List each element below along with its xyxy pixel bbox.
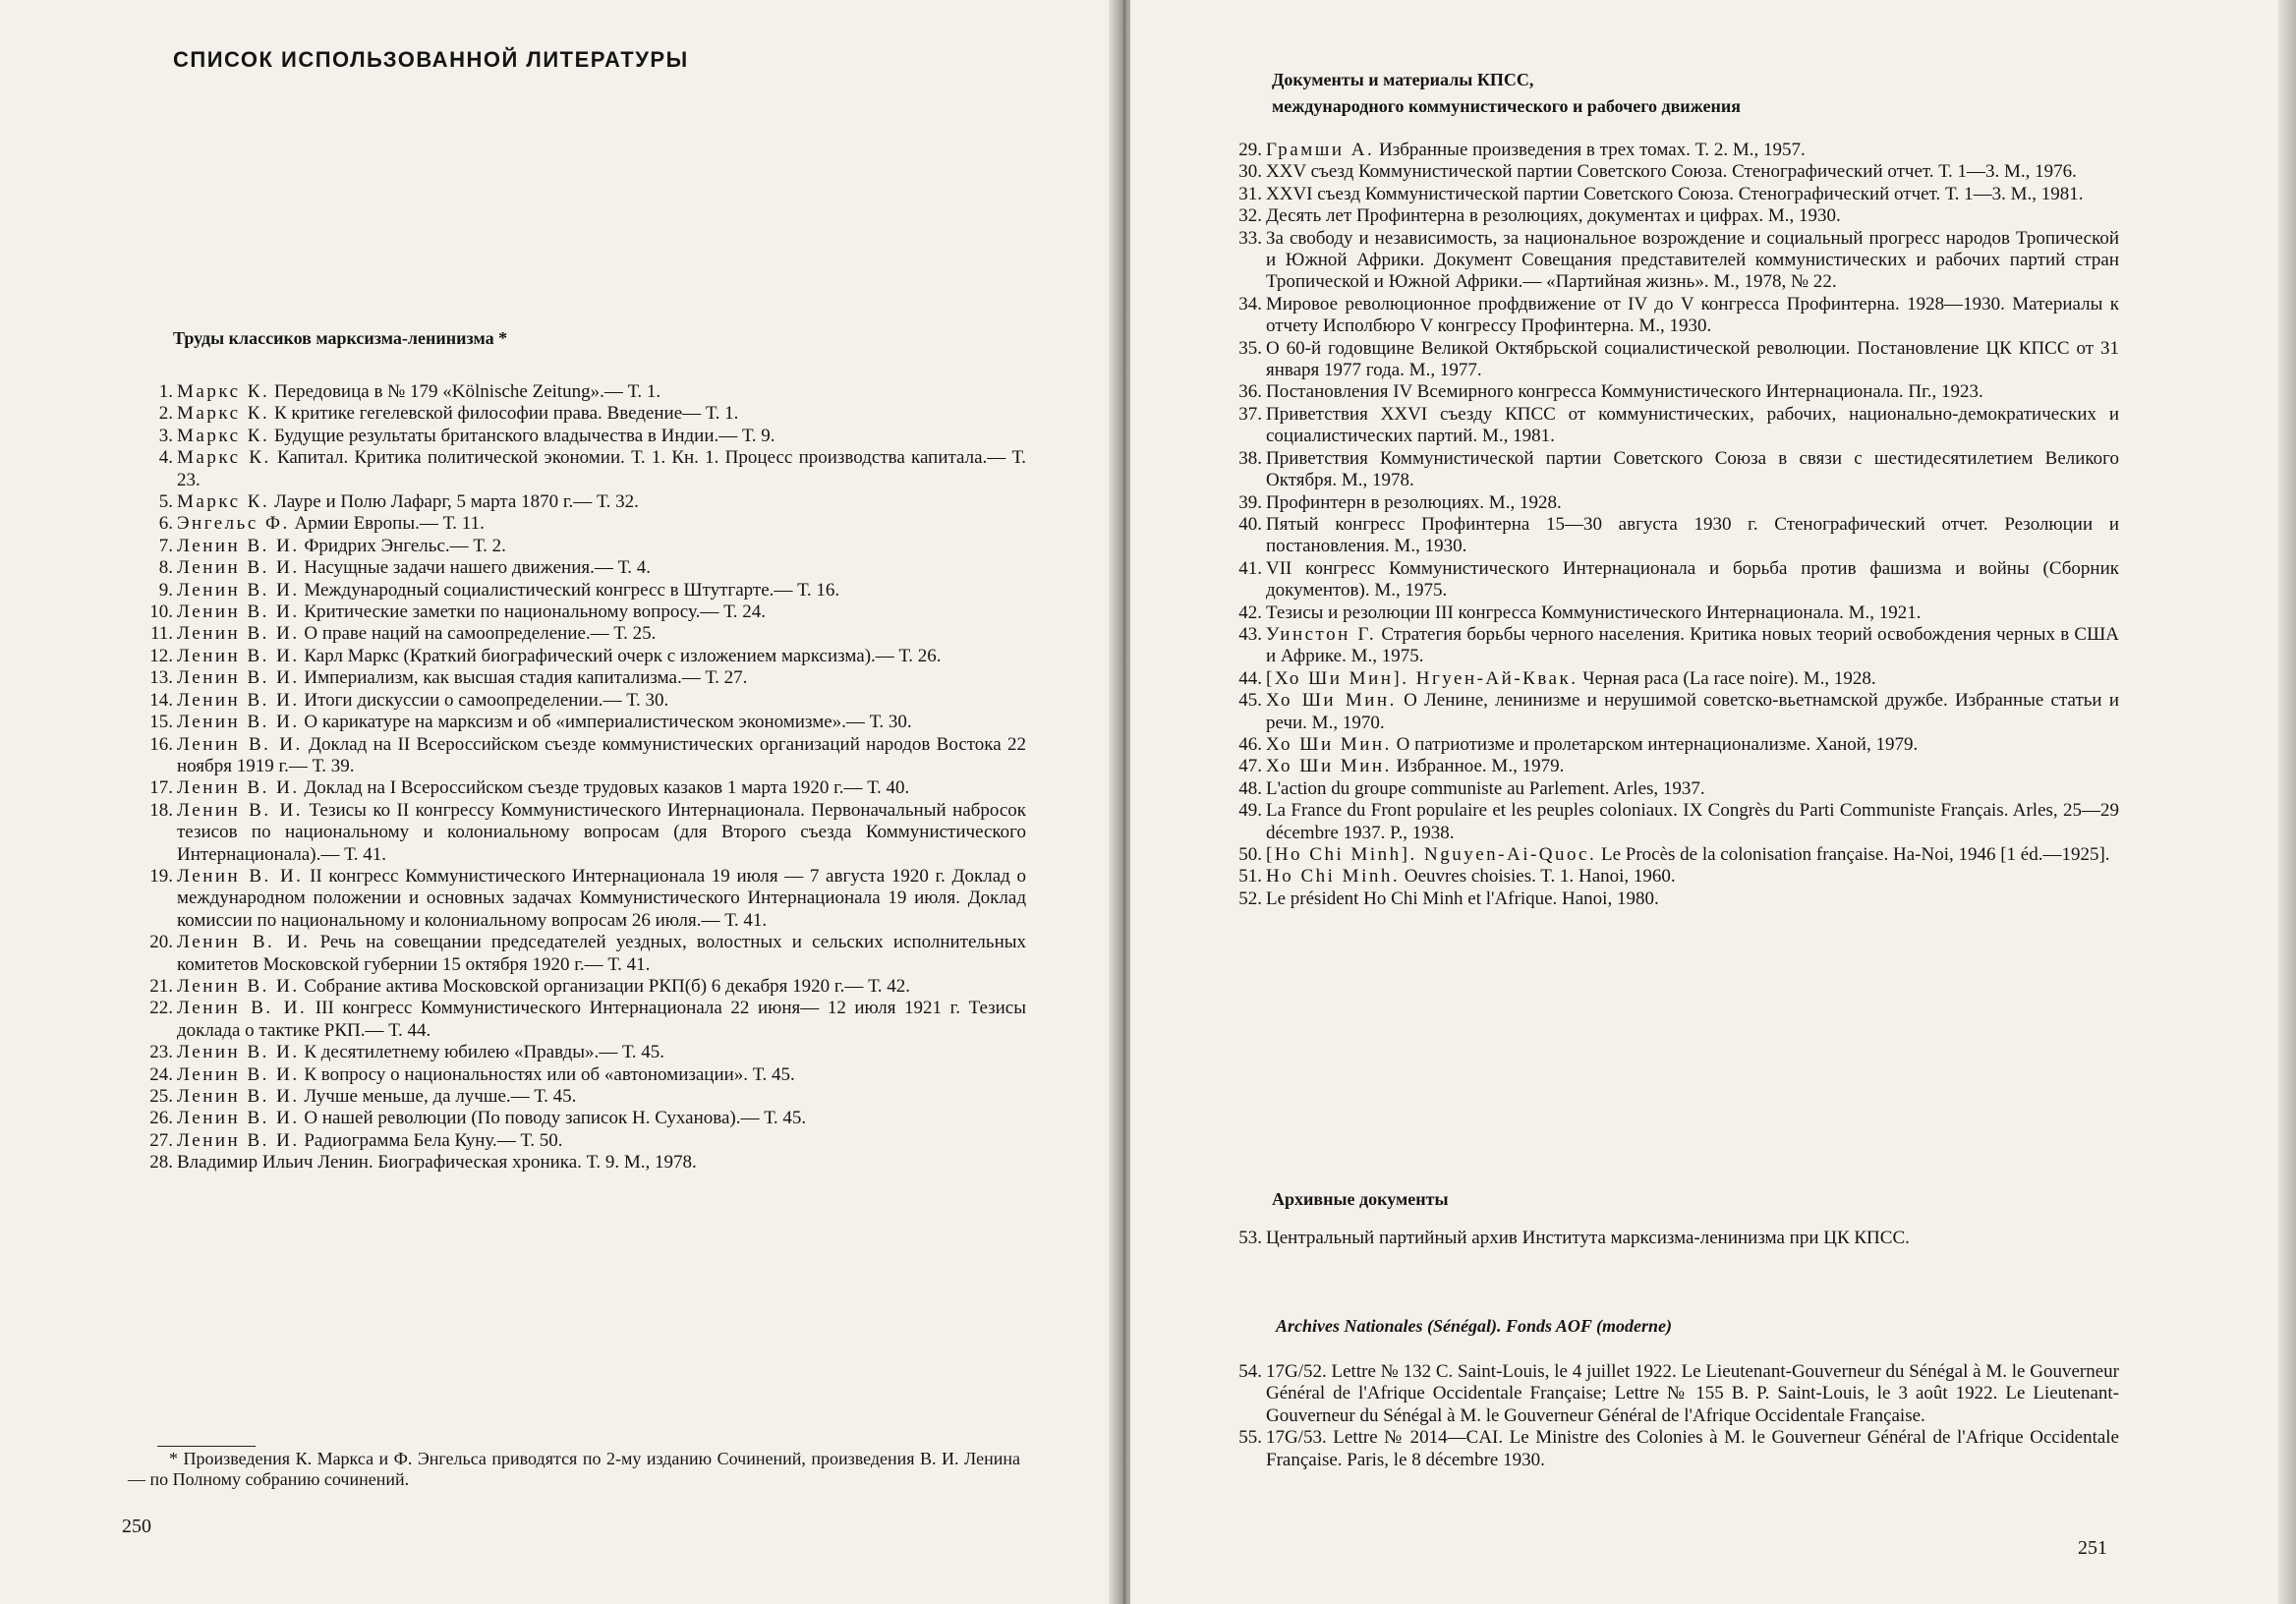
entry-author: Хо Ши Мин. [1266, 690, 1397, 712]
section-title-archives: Архивные документы [1272, 1189, 1449, 1209]
entry-text: Владимир Ильич Ленин. Биографическая хроника. Т. 9. М., 1978. [177, 1152, 697, 1174]
entry-text: Приветствия XXVI съезду КПСС от коммунистических, рабочих, национально-демократических и социалистических партий. М., 1981. [1266, 403, 2119, 447]
bibliography-entry [1229, 778, 2119, 800]
bibliography-list-archives [1229, 1228, 2119, 1249]
entry-number: 22. [149, 998, 173, 1019]
entry-author: Ленин В. И. [177, 1042, 300, 1063]
bibliography-entry [1229, 602, 2119, 624]
entry-text: Речь на совещании председателей уездных, волостных и сельских исполнительных комитетов Московской губернии 15 октября 1920 г.— Т. 41. [177, 932, 1027, 975]
entry-number: 24. [149, 1063, 173, 1085]
bibliography-entry [140, 491, 1026, 513]
footnote: * Произведения К. Маркса и Ф. Энгельса приводятся по 2-му изданию Сочинений, произведения В. И. Ленина — по Полному собранию сочинений. [128, 1449, 1020, 1489]
bibliography-entry [1229, 800, 2119, 844]
entry-author: Ленин В. И. [177, 645, 300, 666]
bibliography-entry [140, 690, 1026, 712]
bibliography-entry [140, 667, 1026, 689]
entry-text: Капитал. Критика политической экономии. Т. 1. Кн. 1. Процесс производства капитала.— Т. 23. [177, 447, 1026, 490]
bibliography-entry [1229, 294, 2119, 338]
entry-text: Мировое революционное профдвижение от IV до V конгресса Профинтерна. 1928—1930. Материалы к отчету Исполбюро V конгрессу Профинтерна. М., 1930. [1266, 293, 2119, 337]
bibliography-entry [140, 976, 1026, 998]
entry-author: Маркс К. [177, 447, 271, 469]
entry-author: Маркс К. [177, 403, 270, 425]
entry-text: Профинтерн в резолюциях. М., 1928. [1266, 491, 1562, 513]
entry-author: Ленин В. И. [177, 557, 300, 579]
bibliography-entry [140, 623, 1026, 645]
entry-author: Ленин В. И. [177, 579, 300, 601]
bibliography-entry [1229, 1361, 2119, 1427]
entry-text: Итоги дискуссии о самоопределении.— Т. 30. [304, 689, 669, 711]
entry-number: 50. [1238, 844, 1262, 865]
entry-text: Постановления IV Всемирного конгресса Коммунистического Интернационала. Пг., 1923. [1266, 381, 1983, 403]
page-number-right: 251 [2078, 1537, 2107, 1559]
entry-author: Ленин В. И. [177, 733, 303, 755]
bibliography-entry [1229, 184, 2119, 205]
bibliography-entry [140, 403, 1026, 425]
bibliography-entry [1229, 624, 2119, 668]
entry-author: Хо Ши Мин. [1266, 733, 1392, 755]
bibliography-entry [140, 1086, 1026, 1108]
bibliography-entry [1229, 690, 2119, 734]
page-header: СПИСОК ИСПОЛЬЗОВАННОЙ ЛИТЕРАТУРЫ [173, 47, 689, 72]
bibliography-entry [140, 712, 1026, 733]
entry-number: 36. [1238, 381, 1262, 403]
entry-author: Ленин В. И. [177, 712, 300, 733]
entry-text: За свободу и независимость, за национальное возрождение и социальный прогресс народов Тропической и Южной Африки. Документ Совещания представителей коммунистических и рабочих партий стран Тропической и Южной Африки.— «Партийная жизнь». М., 1978, № 22. [1266, 227, 2119, 293]
entry-text: Международный социалистический конгресс в Штутгарте.— Т. 16. [304, 579, 840, 601]
entry-number: 28. [149, 1152, 173, 1174]
entry-text: Доклад на I Всероссийском съезде трудовых казаков 1 марта 1920 г.— Т. 40. [304, 777, 910, 799]
entry-number: 31. [1238, 183, 1262, 204]
entry-text: Тезисы ко II конгрессу Коммунистического Интернационала. Первоначальный набросок тезисов по национальному и колониальному вопросам (для Второго съезда Коммунистического Интернационала).— Т. 41. [177, 799, 1026, 865]
entry-text: VII конгресс Коммунистического Интернационала и борьба против фашизма и войны (Сборник документов). М., 1975. [1266, 557, 2119, 602]
bibliography-entry [140, 777, 1026, 799]
entry-text: XXVI съезд Коммунистической партии Советского Союза. Стенографический отчет. Т. 1—3. М., 1981. [1266, 183, 2084, 204]
entry-number: 33. [1238, 227, 1262, 249]
entry-number: 3. [158, 425, 173, 446]
entry-text: К десятилетнему юбилею «Правды».— Т. 45. [304, 1042, 665, 1063]
bibliography-entry [1229, 1228, 2119, 1249]
entry-number: 11. [149, 623, 173, 645]
entry-number: 13. [149, 667, 173, 689]
entry-number: 12. [149, 645, 173, 666]
entry-text: О нашей революции (По поводу записок Н. Суханова).— Т. 45. [304, 1108, 807, 1129]
bibliography-entry [1229, 448, 2119, 492]
entry-author: Ленин В. И. [177, 667, 300, 689]
entry-text: Доклад на II Всероссийском съезде коммунистических организаций народов Востока 22 ноября 1919 г.— Т. 39. [177, 733, 1026, 776]
bibliography-entry [140, 557, 1026, 579]
entry-author: Грамши А. [1266, 140, 1375, 160]
entry-text: К критике гегелевской философии права. Введение— Т. 1. [273, 403, 739, 425]
entry-number: 5. [158, 491, 173, 513]
entry-text: Oeuvres choisies. T. 1. Hanoi, 1960. [1404, 866, 1676, 888]
bibliography-entry [140, 580, 1026, 602]
entry-number: 34. [1238, 293, 1262, 315]
bibliography-entry [140, 932, 1026, 976]
entry-text: О праве наций на самоопределение.— Т. 25. [304, 623, 657, 645]
entry-text: Армии Европы.— Т. 11. [294, 513, 485, 535]
entry-number: 2. [158, 403, 173, 425]
entry-text: К вопросу о национальностях или об «автономизации». Т. 45. [304, 1063, 795, 1085]
entry-number: 49. [1238, 800, 1262, 822]
entry-number: 42. [1238, 602, 1262, 623]
entry-text: Передовица в № 179 «Kölnische Zeitung».— Т. 1. [273, 381, 661, 402]
bibliography-entry [140, 602, 1026, 623]
bibliography-entry [1229, 404, 2119, 448]
bibliography-entry [1229, 161, 2119, 183]
entry-number: 17. [149, 777, 173, 799]
entry-text: 17G/53. Lettre № 2014—CAI. Le Ministre des Colonies à M. le Gouverneur Général de l'Afrique Occidentale Française. Paris, le 8 décembre 1930. [1266, 1427, 2119, 1470]
bibliography-entry [140, 381, 1026, 403]
entry-number: 23. [149, 1042, 173, 1063]
entry-text: Собрание актива Московской организации РКП(б) 6 декабря 1920 г.— Т. 42. [304, 975, 911, 997]
entry-author: Ленин В. И. [177, 1086, 300, 1107]
entry-number: 16. [149, 733, 173, 755]
right-page [1130, 0, 2296, 1604]
entry-number: 39. [1238, 491, 1262, 513]
entry-author: Ленин В. И. [177, 975, 300, 997]
bibliography-entry [1229, 888, 2119, 910]
entry-text: Приветствия Коммунистической партии Советского Союза в связи с шестидесятилетием Великого Октября. М., 1978. [1266, 447, 2119, 491]
entry-author: Ленин В. И. [177, 1129, 300, 1151]
entry-number: 51. [1238, 866, 1262, 888]
entry-number: 1. [158, 381, 173, 402]
entry-text: XXV съезд Коммунистической партии Советского Союза. Стенографический отчет. Т. 1—3. М., 1976. [1266, 161, 2077, 183]
entry-number: 19. [149, 865, 173, 887]
entry-text: Лучше меньше, да лучше.— Т. 45. [304, 1086, 577, 1107]
bibliography-entry [140, 426, 1026, 447]
entry-text: О 60-й годовщине Великой Октябрьской социалистической революции. Постановление ЦК КПСС от 31 января 1977 года. М., 1977. [1266, 337, 2119, 381]
bibliography-entry [1229, 205, 2119, 227]
entry-text: La France du Front populaire et les peuples coloniaux. IX Congrès du Parti Communiste Français. Arles, 25—29 décembre 1937. P., 1938. [1266, 800, 2119, 843]
entry-text: Избранное. М., 1979. [1396, 756, 1565, 777]
footnote-rule [157, 1446, 256, 1447]
bibliography-entry [140, 447, 1026, 491]
bibliography-entry [1229, 866, 2119, 888]
entry-text: Стратегия борьбы черного населения. Критика новых теорий освобождения черных в США и Африке. М., 1975. [1266, 623, 2119, 667]
bibliography-entry [140, 1042, 1026, 1063]
entry-text: Пятый конгресс Профинтерна 15—30 августа 1930 г. Стенографический отчет. Резолюции и постановления. М., 1930. [1266, 513, 2119, 557]
entry-number: 44. [1238, 667, 1262, 689]
entry-author: [Хо Ши Мин]. Нгуен-Ай-Квак. [1266, 667, 1578, 689]
entry-text: Le Procès de la colonisation française. Ha-Noi, 1946 [1 éd.—1925]. [1600, 844, 2110, 865]
entry-text: Будущие результаты британского владычества в Индии.— Т. 9. [273, 425, 775, 446]
section-title-classics: Труды классиков марксизма-ленинизма * [173, 328, 508, 348]
entry-text: III конгресс Коммунистического Интернационала 22 июня— 12 июля 1921 г. Тезисы доклада о тактике РКП.— Т. 44. [177, 998, 1027, 1041]
entry-number: 45. [1238, 690, 1262, 712]
entry-number: 48. [1238, 777, 1262, 799]
entry-number: 40. [1238, 513, 1262, 535]
entry-author: Ленин В. И. [177, 865, 304, 887]
entry-number: 21. [149, 975, 173, 997]
section-title-documents-line1: Документы и материалы КПСС, [1272, 70, 1534, 89]
page-number-left: 250 [122, 1516, 151, 1537]
entry-number: 7. [158, 535, 173, 556]
entry-text: Империализм, как высшая стадия капитализма.— Т. 27. [304, 667, 748, 689]
entry-number: 35. [1238, 337, 1262, 359]
entry-author: Маркс К. [177, 425, 270, 446]
bibliography-entry [1229, 228, 2119, 294]
bibliography-entry [1229, 492, 2119, 514]
entry-author: Ленин В. И. [177, 777, 300, 799]
entry-author: [Ho Chi Minh]. Nguyen-Ai-Quoc. [1266, 844, 1597, 865]
entry-author: Ленин В. И. [177, 623, 300, 645]
entry-author: Ho Chi Minh. [1266, 866, 1401, 888]
entry-text: Лауре и Полю Лафарг, 5 марта 1870 г.— Т. 32. [273, 491, 639, 513]
left-page [0, 0, 1119, 1604]
bibliography-entry [140, 513, 1026, 535]
entry-text: Центральный партийный архив Института марксизма-ленинизма при ЦК КПСС. [1266, 1228, 1910, 1248]
entry-number: 10. [149, 602, 173, 623]
entry-number: 38. [1238, 447, 1262, 469]
bibliography-entry [1229, 734, 2119, 756]
entry-text: Насущные задачи нашего движения.— Т. 4. [304, 557, 652, 579]
entry-number: 9. [158, 579, 173, 601]
section-title-documents-line2: международного коммунистического и рабочего движения [1272, 96, 1741, 116]
entry-author: Ленин В. И. [177, 535, 300, 556]
entry-number: 14. [149, 689, 173, 711]
bibliography-list-documents [1229, 140, 2119, 910]
bibliography-entry [140, 646, 1026, 667]
page-edge [2278, 0, 2296, 1604]
bibliography-list-classics [140, 381, 1026, 1174]
bibliography-entry [140, 998, 1026, 1042]
bibliography-entry [140, 866, 1026, 932]
entry-text: Радиограмма Бела Куну.— Т. 50. [304, 1129, 563, 1151]
entry-author: Ленин В. И. [177, 689, 300, 711]
entry-author: Ленин В. И. [177, 602, 300, 623]
bibliography-entry [1229, 1427, 2119, 1471]
entry-text: Десять лет Профинтерна в резолюциях, документах и цифрах. М., 1930. [1266, 205, 1841, 227]
entry-text: О Ленине, ленинизме и нерушимой советско-вьетнамской дружбе. Избранные статьи и речи. М., 1970. [1266, 690, 2120, 733]
bibliography-entry [140, 1108, 1026, 1129]
entry-text: Le président Ho Chi Minh et l'Afrique. Hanoi, 1980. [1266, 888, 1659, 909]
entry-number: 25. [149, 1086, 173, 1107]
entry-number: 47. [1238, 756, 1262, 777]
entry-number: 37. [1238, 403, 1262, 425]
entry-number: 6. [158, 513, 173, 535]
bibliography-entry [1229, 844, 2119, 866]
entry-author: Уинстон Г. [1266, 623, 1377, 645]
entry-text: 17G/52. Lettre № 132 C. Saint-Louis, le 4 juillet 1922. Le Lieutenant-Gouverneur du Sénégal à M. le Gouverneur Général de l'Afrique Occidentale Française; Lettre № 155 B. P. Saint-Louis, le 3 août 1922. Le Lieutenant-Gouverneur du Sénégal à M. le Gouverneur Général de l'Afrique Occidentale Française. [1266, 1361, 2119, 1426]
entry-number: 55. [1238, 1427, 1262, 1449]
bibliography-entry [1229, 381, 2119, 403]
entry-number: 27. [149, 1129, 173, 1151]
entry-number: 46. [1238, 733, 1262, 755]
entry-number: 54. [1238, 1361, 1262, 1382]
entry-author: Энгельс Ф. [177, 513, 290, 535]
entry-number: 26. [149, 1108, 173, 1129]
entry-author: Ленин В. И. [177, 932, 311, 953]
entry-text: Фридрих Энгельс.— Т. 2. [304, 535, 506, 556]
bibliography-entry [1229, 668, 2119, 690]
entry-author: Ленин В. И. [177, 1108, 300, 1129]
bibliography-entry [140, 1152, 1026, 1174]
entry-number: 15. [149, 712, 173, 733]
entry-number: 4. [158, 447, 173, 469]
bibliography-list-senegal [1229, 1361, 2119, 1471]
bibliography-entry [1229, 338, 2119, 382]
entry-number: 8. [158, 557, 173, 579]
bibliography-entry [140, 1064, 1026, 1086]
entry-number: 30. [1238, 161, 1262, 183]
section-title-archives-senegal: Archives Nationales (Sénégal). Fonds AOF (moderne) [1276, 1316, 1673, 1336]
entry-text: Карл Маркс (Краткий биографический очерк с изложением марксизма).— Т. 26. [304, 645, 942, 666]
entry-text: Избранные произведения в трех томах. Т. 2. М., 1957. [1379, 140, 1806, 160]
entry-number: 52. [1238, 888, 1262, 909]
entry-number: 18. [149, 799, 173, 821]
entry-text: II конгресс Коммунистического Интернационала 19 июля — 7 августа 1920 г. Доклад о международном положении и основных задачах Коммунистического Интернационала 19 июля. Доклад комиссии по национальному и колониальному вопросам 26 июля.— Т. 41. [177, 865, 1026, 931]
entry-text: Черная раса (La race noire). М., 1928. [1582, 667, 1876, 689]
bibliography-entry [1229, 756, 2119, 777]
bibliography-entry [1229, 140, 2119, 161]
entry-author: Ленин В. И. [177, 1063, 300, 1085]
entry-number: 41. [1238, 557, 1262, 579]
entry-number: 20. [149, 932, 173, 953]
entry-text: Критические заметки по национальному вопросу.— Т. 24. [304, 602, 767, 623]
entry-text: О карикатуре на марксизм и об «империалистическом экономизме».— Т. 30. [304, 712, 912, 733]
entry-text: О патриотизме и пролетарском интернационализме. Ханой, 1979. [1396, 733, 1919, 755]
entry-author: Хо Ши Мин. [1266, 756, 1392, 777]
entry-author: Маркс К. [177, 381, 270, 402]
bibliography-entry [140, 800, 1026, 866]
entry-number: 53. [1238, 1228, 1262, 1248]
entry-number: 43. [1238, 623, 1262, 645]
entry-author: Маркс К. [177, 491, 270, 513]
entry-author: Ленин В. И. [177, 998, 308, 1019]
bibliography-entry [1229, 514, 2119, 558]
entry-number: 32. [1238, 205, 1262, 227]
bibliography-entry [1229, 558, 2119, 602]
entry-text: L'action du groupe communiste au Parlement. Arles, 1937. [1266, 777, 1705, 799]
entry-text: Тезисы и резолюции III конгресса Коммунистического Интернационала. М., 1921. [1266, 602, 1922, 623]
entry-author: Ленин В. И. [177, 799, 303, 821]
bibliography-entry [140, 734, 1026, 778]
entry-number: 29. [1238, 140, 1262, 160]
bibliography-entry [140, 1130, 1026, 1152]
bibliography-entry [140, 536, 1026, 557]
